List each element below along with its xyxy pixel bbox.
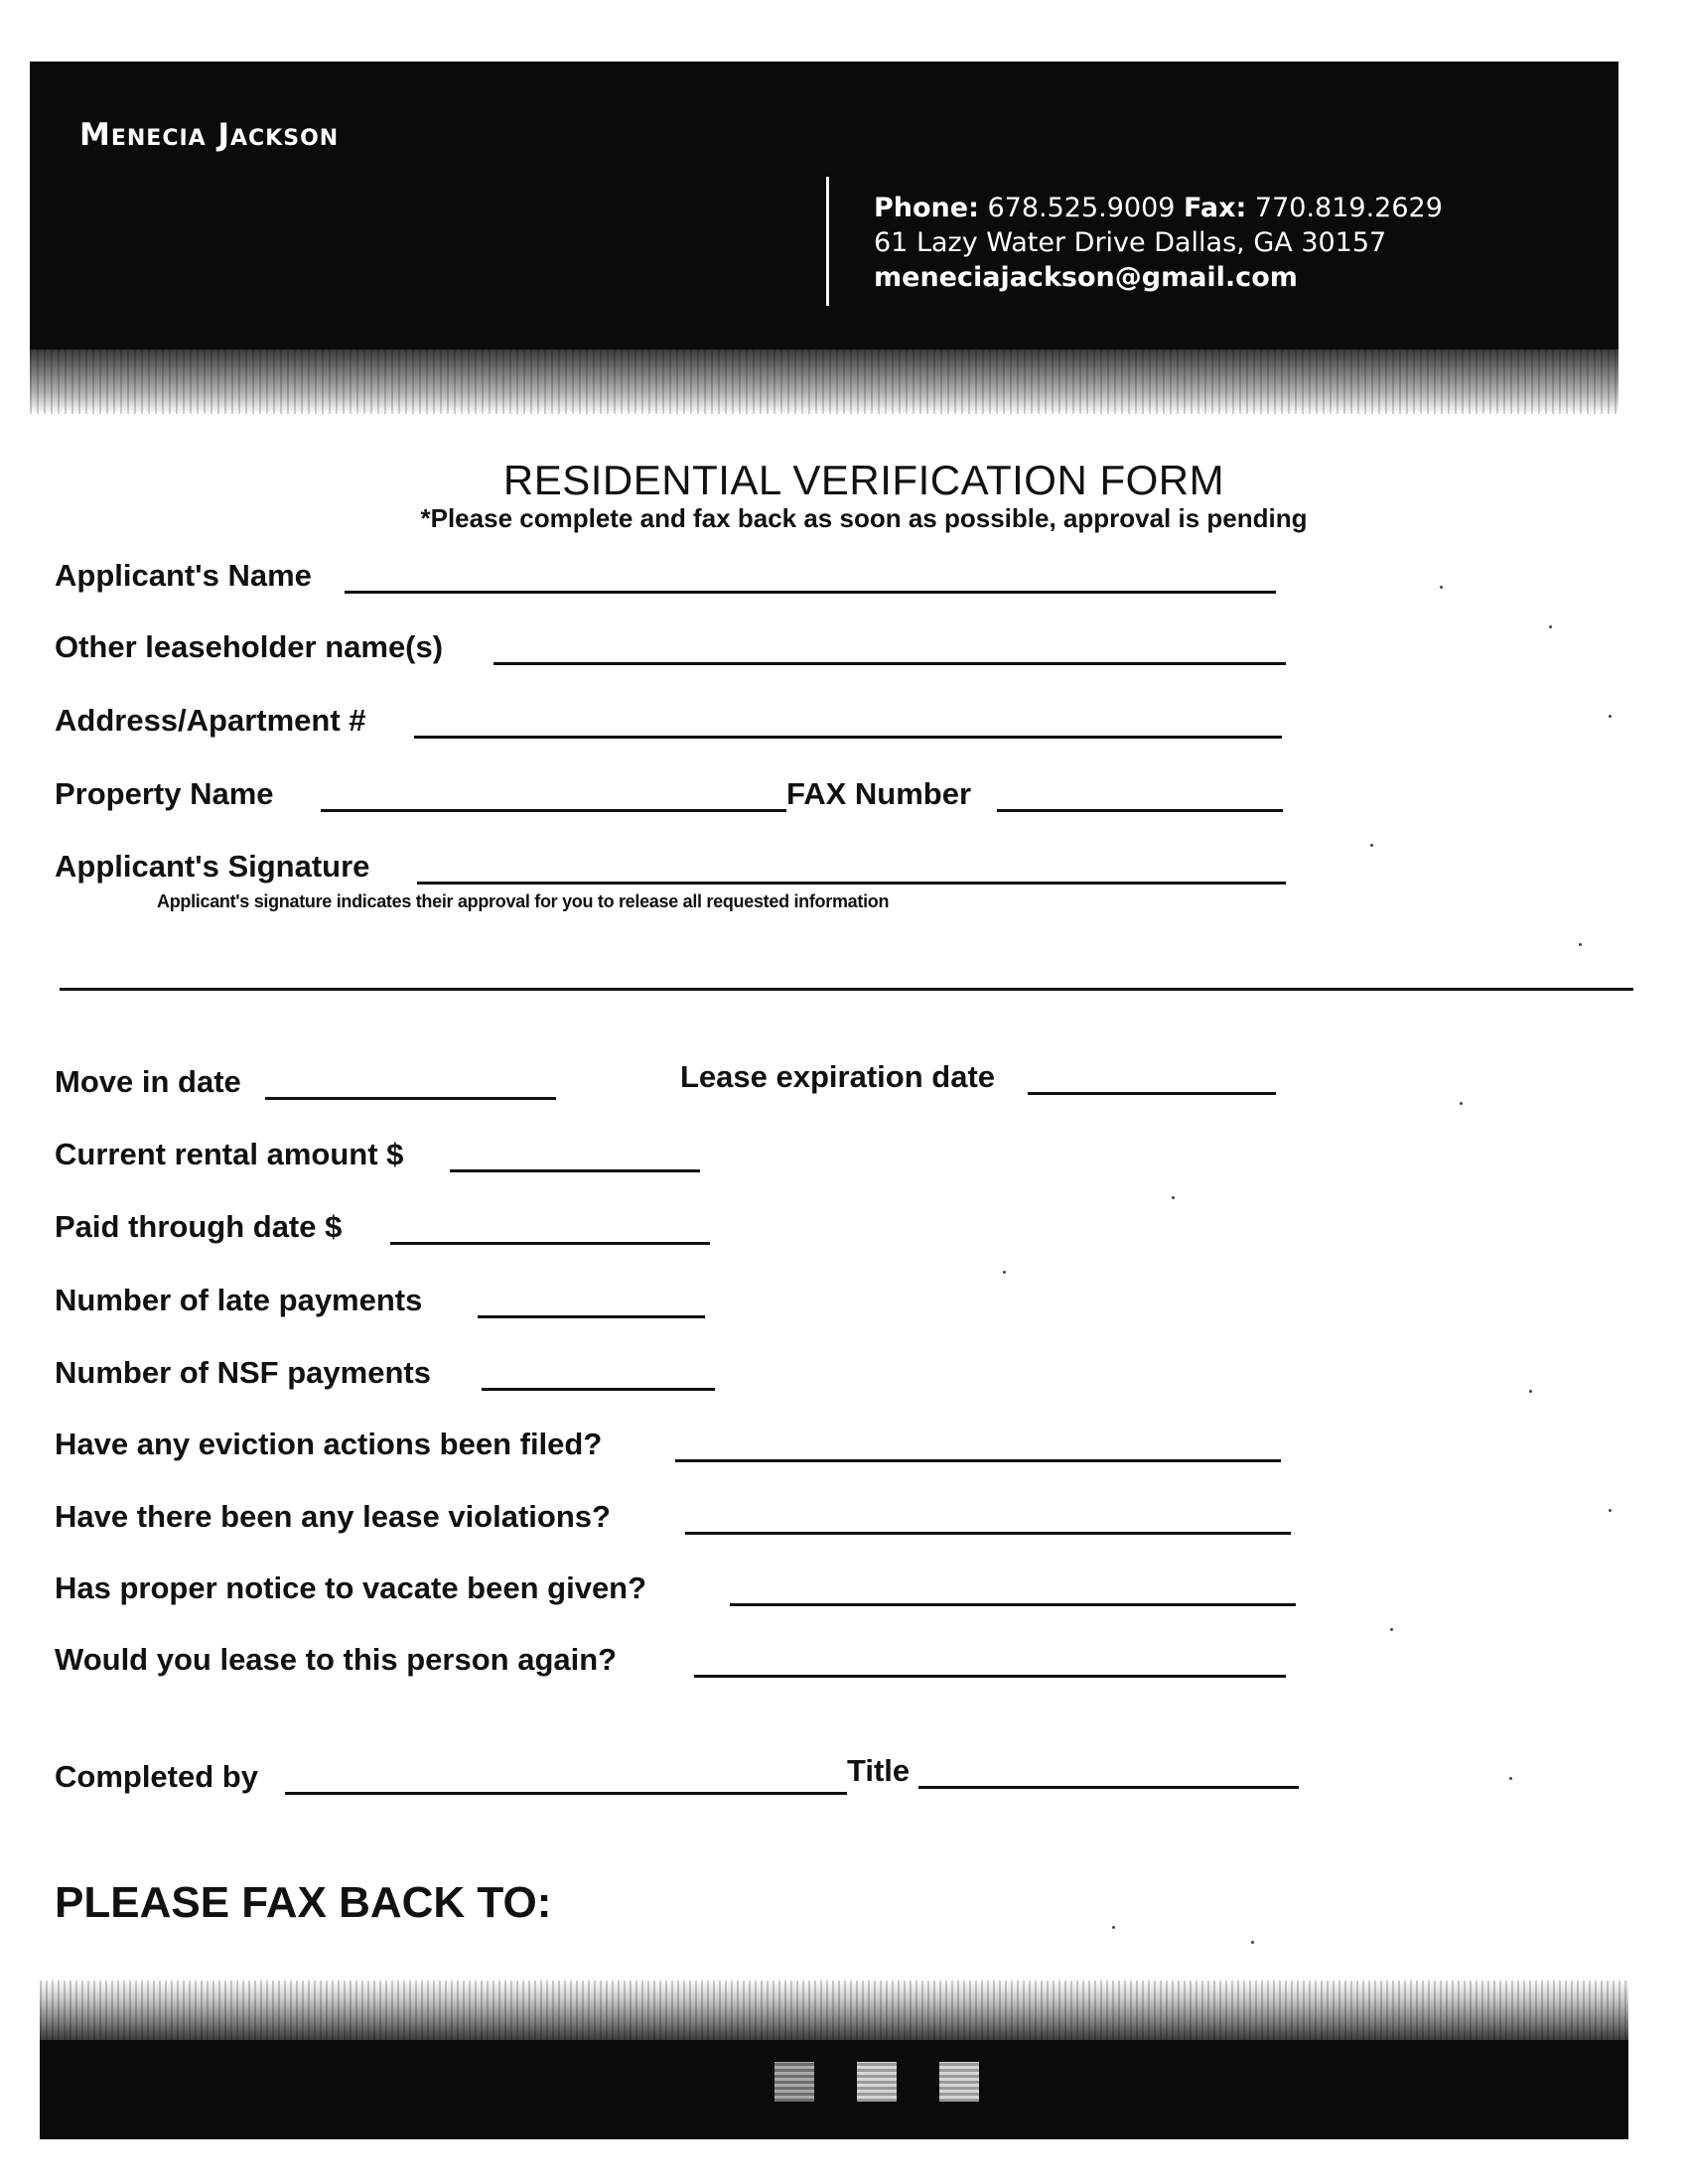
- scan-speck: [1172, 1196, 1175, 1199]
- sender-name: Menecia Jackson: [79, 117, 340, 153]
- notice-to-vacate-field[interactable]: [55, 1569, 1296, 1608]
- scan-speck: [1370, 844, 1373, 847]
- applicant-name-line[interactable]: [345, 591, 1276, 594]
- form-title: RESIDENTIAL VERIFICATION FORM: [502, 457, 1225, 503]
- other-leaseholders-label: Other leaseholder name(s): [55, 629, 444, 664]
- fax-back-heading: PLEASE FAX BACK TO:: [55, 1878, 552, 1927]
- move-in-date-label: Move in date: [55, 1064, 241, 1099]
- other-leaseholders-field[interactable]: [55, 627, 1286, 667]
- scan-speck: [1579, 943, 1582, 946]
- contact-address: 61 Lazy Water Drive Dallas, GA 30157: [874, 227, 1387, 258]
- property-name-label: Property Name: [55, 776, 274, 811]
- move-in-date-line[interactable]: [265, 1097, 556, 1100]
- footer-gradient: [40, 1980, 1628, 2040]
- scan-speck: [1003, 1271, 1006, 1274]
- scan-speck: [1609, 1509, 1612, 1512]
- scan-speck: [1549, 625, 1552, 628]
- completed-by-label: Completed by: [55, 1759, 258, 1794]
- lease-violations-field[interactable]: [55, 1497, 1291, 1537]
- title-label: Title: [847, 1753, 911, 1788]
- lease-expiration-field[interactable]: [680, 1057, 1276, 1097]
- lease-again-line[interactable]: [694, 1675, 1286, 1678]
- scan-speck: [1460, 1102, 1463, 1105]
- late-payments-field[interactable]: [55, 1281, 705, 1320]
- property-name-field[interactable]: [55, 774, 786, 814]
- scan-speck: [1440, 586, 1443, 589]
- applicant-signature-label: Applicant's Signature: [55, 849, 370, 884]
- current-rental-amount-label: Current rental amount $: [55, 1137, 404, 1171]
- fax-number-line[interactable]: [997, 809, 1283, 812]
- nsf-payments-label: Number of NSF payments: [55, 1355, 431, 1390]
- scan-speck: [1390, 1628, 1393, 1631]
- applicant-signature-line[interactable]: [417, 882, 1286, 885]
- late-payments-line[interactable]: [478, 1315, 705, 1318]
- completed-by-field[interactable]: [55, 1757, 847, 1797]
- eviction-actions-label: Have any eviction actions been filed?: [55, 1427, 603, 1461]
- applicant-signature-field[interactable]: [55, 847, 1286, 887]
- nsf-payments-line[interactable]: [482, 1388, 715, 1391]
- notice-to-vacate-line[interactable]: [730, 1603, 1296, 1606]
- scan-speck: [1529, 1390, 1532, 1393]
- lease-expiration-line[interactable]: [1028, 1092, 1276, 1095]
- lease-expiration-label: Lease expiration date: [680, 1059, 996, 1094]
- fax-number: 770.819.2629: [1254, 193, 1443, 223]
- current-rental-amount-line[interactable]: [450, 1169, 700, 1172]
- lease-violations-line[interactable]: [685, 1532, 1291, 1535]
- phone-number: 678.525.9009: [987, 193, 1176, 223]
- scan-speck: [1251, 1941, 1254, 1944]
- lease-violations-label: Have there been any lease violations?: [55, 1499, 611, 1534]
- fax-number-label: FAX Number: [786, 776, 972, 811]
- section-separator: [60, 988, 1633, 991]
- applicant-name-field[interactable]: [55, 556, 1276, 596]
- fax-number-field[interactable]: [786, 774, 1283, 814]
- lease-again-label: Would you lease to this person again?: [55, 1642, 618, 1677]
- phone-label: Phone:: [874, 193, 979, 223]
- lease-again-field[interactable]: [55, 1640, 1286, 1680]
- contact-phone-fax-line: [874, 191, 1443, 225]
- footer-square-1: [774, 2062, 814, 2102]
- other-leaseholders-line[interactable]: [493, 662, 1286, 665]
- scan-speck: [1112, 1926, 1115, 1929]
- eviction-actions-field[interactable]: [55, 1425, 1281, 1464]
- footer-square-3: [939, 2062, 979, 2102]
- applicant-name-label: Applicant's Name: [55, 558, 312, 593]
- address-apartment-field[interactable]: [55, 701, 1282, 741]
- completed-by-line[interactable]: [285, 1792, 847, 1795]
- address-apartment-label: Address/Apartment #: [55, 703, 366, 738]
- signature-note: Applicant's signature indicates their approval for you to release all requested information: [157, 891, 890, 911]
- address-apartment-line[interactable]: [414, 736, 1282, 739]
- footer-square-2: [857, 2062, 897, 2102]
- footer-banner: [40, 2040, 1628, 2139]
- eviction-actions-line[interactable]: [675, 1459, 1281, 1462]
- scan-speck: [1509, 1777, 1512, 1780]
- notice-to-vacate-label: Has proper notice to vacate been given?: [55, 1570, 647, 1605]
- paid-through-date-line[interactable]: [390, 1242, 710, 1245]
- title-field[interactable]: [847, 1751, 1299, 1791]
- letterhead-gradient: [30, 349, 1618, 414]
- late-payments-label: Number of late payments: [55, 1283, 423, 1317]
- paid-through-date-label: Paid through date $: [55, 1209, 343, 1244]
- nsf-payments-field[interactable]: [55, 1353, 715, 1393]
- current-rental-amount-field[interactable]: [55, 1135, 700, 1174]
- scan-speck: [1609, 715, 1612, 718]
- contact-block: [874, 191, 1443, 295]
- contact-email: meneciajackson@gmail.com: [874, 262, 1298, 293]
- move-in-date-field[interactable]: [55, 1062, 556, 1102]
- property-name-line[interactable]: [321, 809, 786, 812]
- title-line[interactable]: [918, 1786, 1299, 1789]
- form-subtitle: *Please complete and fax back as soon as possible, approval is pending: [420, 503, 1308, 533]
- paid-through-date-field[interactable]: [55, 1207, 710, 1247]
- header-divider: [826, 177, 829, 306]
- fax-label: Fax:: [1184, 193, 1247, 223]
